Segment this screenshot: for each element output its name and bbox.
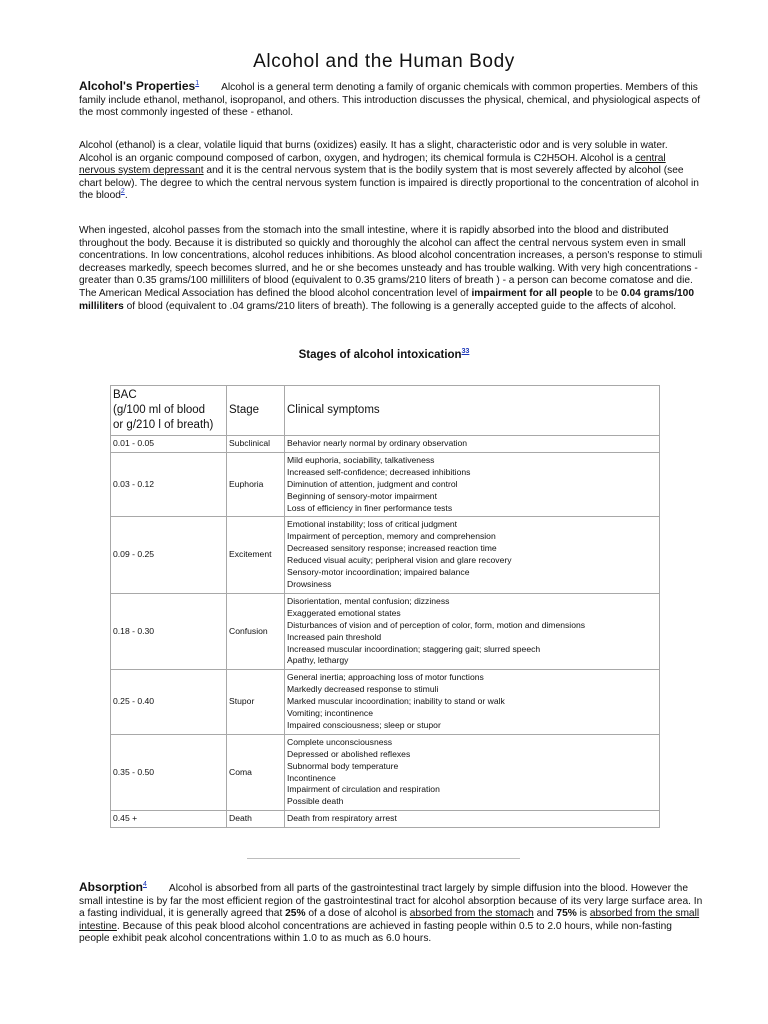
- symptoms-cell: [285, 670, 660, 735]
- symptom-line: Decreased sensitory response; increased reaction time: [287, 543, 497, 554]
- table-row: [111, 452, 660, 517]
- intestine-percent-bold: 75%: [556, 908, 577, 920]
- ethanol-text-part1: Alcohol (ethanol) is a clear, volatile liquid that burns (oxidizes) easily. It has a slight, characteristic odor and is very soluble in water. Alcohol is an organic compound composed of carbon, oxygen, and hydrogen; its chemical formula is C2H5OH. Alcohol is a: [79, 140, 668, 164]
- intestine-absorption-link[interactable]: absorbed from the small intestine: [79, 908, 700, 932]
- symptoms-cell: [285, 517, 660, 593]
- table-row: [111, 593, 660, 669]
- symptom-line: Loss of efficiency in finer performance tests: [287, 502, 453, 513]
- symptom-line: Behavior nearly normal by ordinary observation: [287, 438, 468, 448]
- stomach-absorption-link[interactable]: absorbed from the stomach: [409, 908, 534, 920]
- symptoms-cell: [285, 811, 660, 828]
- symptom-line: Depressed or abolished reflexes: [287, 748, 411, 759]
- stomach-percent-bold: 25%: [285, 908, 306, 920]
- bac-cell: 0.09 - 0.25: [111, 517, 227, 593]
- stage-cell: Euphoria: [227, 452, 285, 517]
- symptom-line: Emotional instability; loss of critical judgment: [287, 519, 458, 530]
- absorption-text-part1: Alcohol is absorbed from all parts of the gastrointestinal tract largely by simple diffusion into the blood. However the small intestine is by far the most efficient region of the gastrointestinal tract for alcohol absorption because of its very large surface area. In a fasting individual, it is generally agreed that: [79, 883, 703, 920]
- ingestion-text-part1: When ingested, alcohol passes from the stomach into the small intestine, where it is rapidly absorbed into the blood and distributed throughout the body. Because it is distributed so quickly and thoroughly the alcohol can affect the central nervous system even in small concentrations. In low concentrations, alcohol reduces inhibitions. As blood alcohol concentration increases, a person's response to stimuli decreases markedly, speech becomes slurred, and he or she becomes unsteady and has trouble walking. With very high concentrations - greater than 0.35 grams/100 milliliters of blood (equivalent to 0.35 grams/210 liters of breath ) - a person can become comatose and die. The American Medical Association has defined the blood alcohol concentration level of: [79, 225, 703, 299]
- symptom-line: Marked muscular incoordination; inability to stand or walk: [287, 696, 505, 707]
- table-row: [111, 436, 660, 453]
- symptom-line: Impairment of circulation and respiration: [287, 784, 440, 795]
- bac-cell: 0.25 - 0.40: [111, 670, 227, 735]
- symptom-line: Mild euphoria, sociability, talkativeness: [287, 454, 435, 465]
- symptom-line: Complete unconsciousness: [287, 736, 393, 747]
- properties-text: Alcohol is a general term denoting a family of organic chemicals with common properties. Members of this family include ethanol, methanol, isopropanol, and others. This introduction discusses the physical, chemical, and physiological aspects of the most commonly ingested of these - ethanol.: [79, 82, 701, 119]
- symptom-line: Exaggerated emotional states: [287, 607, 401, 618]
- symptom-line: Increased muscular incoordination; staggering gait; slurred speech: [287, 643, 541, 654]
- ethanol-paragraph: [79, 140, 703, 203]
- symptoms-header: Clinical symptoms: [285, 386, 660, 436]
- symptom-line: General inertia; approaching loss of motor functions: [287, 672, 484, 683]
- table-footnote-link[interactable]: 33: [461, 348, 470, 355]
- section-divider: [247, 858, 520, 859]
- cns-depressant-link[interactable]: central nervous system depressant: [79, 152, 666, 177]
- stage-cell: Subclinical: [227, 436, 285, 453]
- properties-footnote-link[interactable]: 1: [195, 80, 200, 87]
- bac-header-line2: (g/100 ml of blood: [113, 404, 206, 416]
- ethanol-text-part2: and it is the central nervous system that is the bodily system that is most severely affected by alcohol (see chart below). The degree to which the central nervous system function is impaired is directly proportional to the concentration of alcohol in the blood: [79, 165, 699, 202]
- table-row: [111, 670, 660, 735]
- symptom-line: Subnormal body temperature: [287, 760, 399, 771]
- symptom-line: Apathy, lethargy: [287, 655, 349, 666]
- bac-cell: 0.01 - 0.05: [111, 436, 227, 453]
- stage-cell: Death: [227, 811, 285, 828]
- bac-cell: 0.18 - 0.30: [111, 593, 227, 669]
- absorption-text-part4: is: [576, 908, 590, 920]
- ingestion-text-part2: to be: [592, 287, 621, 299]
- stage-header: Stage: [227, 386, 285, 436]
- symptom-line: Disturbances of vision and of perception of color, form, motion and dimensions: [287, 619, 586, 630]
- threshold-bold: 0.04 grams/100 milliliters: [79, 287, 695, 312]
- bac-cell: 0.45 +: [111, 811, 227, 828]
- symptoms-cell: [285, 734, 660, 810]
- symptom-line: Impairment of perception, memory and comprehension: [287, 531, 496, 542]
- symptom-line: Increased pain threshold: [287, 631, 382, 642]
- symptom-line: Vomiting; incontinence: [287, 708, 373, 719]
- symptom-line: Drowsiness: [287, 578, 332, 589]
- stage-cell: Confusion: [227, 593, 285, 669]
- symptom-line: Markedly decreased response to stimuli: [287, 684, 439, 695]
- table-title-text: Stages of alcohol intoxication: [298, 349, 462, 361]
- properties-heading: Alcohol's Properties: [79, 79, 196, 93]
- symptom-line: Possible death: [287, 796, 344, 807]
- bac-header-line1: BAC: [113, 389, 137, 401]
- symptoms-cell: [285, 593, 660, 669]
- ingestion-paragraph: [79, 225, 703, 313]
- bac-cell: 0.03 - 0.12: [111, 452, 227, 517]
- symptom-line: Sensory-motor incoordination; impaired balance: [287, 567, 470, 578]
- symptom-line: Death from respiratory arrest: [287, 813, 397, 824]
- absorption-footnote-link[interactable]: 4: [143, 881, 147, 888]
- symptom-line: Impaired consciousness; sleep or stupor: [287, 719, 441, 730]
- absorption-heading: Absorption: [79, 880, 143, 894]
- stage-cell: Excitement: [227, 517, 285, 593]
- absorption-paragraph: [79, 881, 703, 946]
- bac-cell: 0.35 - 0.50: [111, 734, 227, 810]
- properties-paragraph: [79, 80, 703, 120]
- intoxication-stages-table: [110, 385, 660, 828]
- table-row: [111, 517, 660, 593]
- absorption-text-part5: . Because of this peak blood alcohol concentrations are achieved in fasting people within 0.5 to 2.0 hours, while non-fasting people exhibit peak alcohol concentrations within 1.0 to as much as 6.0 hours.: [79, 920, 672, 945]
- ethanol-text-end: .: [124, 190, 128, 202]
- table-row: [111, 734, 660, 810]
- table-row: [111, 811, 660, 828]
- symptom-line: Reduced visual acuity; peripheral vision and glare recovery: [287, 555, 512, 566]
- impairment-bold: impairment for all people: [471, 287, 593, 299]
- symptom-line: Beginning of sensory-motor impairment: [287, 490, 437, 501]
- stage-cell: Stupor: [227, 670, 285, 735]
- symptom-line: Incontinence: [287, 772, 336, 783]
- ethanol-footnote-link[interactable]: 2: [120, 188, 125, 196]
- symptom-line: Diminution of attention, judgment and control: [287, 478, 458, 489]
- table-header-row: [111, 386, 660, 436]
- absorption-text-part3: and: [533, 908, 557, 920]
- bac-header-line3: or g/210 l of breath): [113, 419, 214, 431]
- symptoms-cell: [285, 436, 660, 453]
- ingestion-text-part3: of blood (equivalent to .04 grams/210 liters of breath). The following is a generally accepted guide to the affects of alcohol.: [123, 300, 677, 312]
- absorption-text-part2: of a dose of alcohol is: [305, 908, 410, 920]
- table-body: [111, 436, 660, 828]
- bac-header: [111, 386, 227, 436]
- table-title: [0, 349, 768, 361]
- symptom-line: Disorientation, mental confusion; dizziness: [287, 595, 450, 606]
- page-title: Alcohol and the Human Body: [253, 50, 515, 72]
- stage-cell: Coma: [227, 734, 285, 810]
- symptom-line: Increased self-confidence; decreased inhibitions: [287, 466, 471, 477]
- symptoms-cell: [285, 452, 660, 517]
